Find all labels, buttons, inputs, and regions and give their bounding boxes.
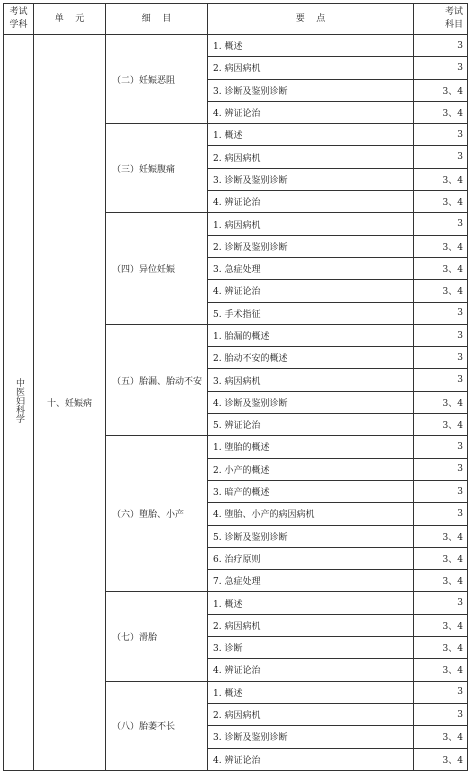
key-point-cell: 1. 概述 bbox=[208, 592, 414, 614]
key-point-cell: 4. 辨证论治 bbox=[208, 659, 414, 681]
exam-section-cell: 3 bbox=[414, 369, 468, 391]
exam-section-cell: 3 bbox=[414, 436, 468, 458]
key-point-cell: 3. 病因病机 bbox=[208, 369, 414, 391]
key-point-cell: 4. 辨证论治 bbox=[208, 748, 414, 770]
detail-label: （五）胎漏、胎动不安 bbox=[112, 376, 203, 387]
key-point-cell: 1. 病因病机 bbox=[208, 213, 414, 235]
table-row bbox=[4, 35, 468, 57]
key-point-cell: 1. 概述 bbox=[208, 681, 414, 703]
key-point-cell: 5. 手术指征 bbox=[208, 302, 414, 324]
detail-label: （六）堕胎、小产 bbox=[112, 510, 185, 521]
exam-section-cell: 3 bbox=[414, 458, 468, 480]
detail-label: （三）妊娠腹痛 bbox=[112, 164, 176, 175]
key-point-cell: 2. 病因病机 bbox=[208, 146, 414, 168]
key-point-cell: 7. 急症处理 bbox=[208, 570, 414, 592]
key-point-cell: 4. 诊断及鉴别诊断 bbox=[208, 391, 414, 413]
header-exam-section: 考试科目 bbox=[414, 4, 468, 35]
key-point-cell: 2. 诊断及鉴别诊断 bbox=[208, 235, 414, 257]
exam-section-cell: 3 bbox=[414, 35, 468, 57]
exam-section-cell: 3、4 bbox=[414, 235, 468, 257]
detail-cell bbox=[106, 681, 208, 770]
key-point-cell: 6. 治疗原则 bbox=[208, 547, 414, 569]
key-point-cell: 5. 诊断及鉴别诊断 bbox=[208, 525, 414, 547]
header-exam-subject: 考试学科 bbox=[4, 4, 34, 35]
exam-section-cell: 3、4 bbox=[414, 79, 468, 101]
key-point-cell: 2. 胎动不安的概述 bbox=[208, 347, 414, 369]
exam-section-cell: 3 bbox=[414, 57, 468, 79]
header-detail: 细 目 bbox=[106, 4, 208, 35]
key-point-cell: 4. 堕胎、小产的病因病机 bbox=[208, 503, 414, 525]
key-point-cell: 3. 诊断 bbox=[208, 637, 414, 659]
table-body bbox=[4, 35, 468, 771]
exam-section-cell: 3、4 bbox=[414, 101, 468, 123]
exam-section-cell: 3 bbox=[414, 146, 468, 168]
exam-section-cell: 3、4 bbox=[414, 414, 468, 436]
exam-section-cell: 3、4 bbox=[414, 391, 468, 413]
exam-section-cell: 3 bbox=[414, 480, 468, 502]
key-point-cell: 4. 辨证论治 bbox=[208, 191, 414, 213]
header-key-points: 要 点 bbox=[208, 4, 414, 35]
key-point-cell: 1. 胎漏的概述 bbox=[208, 324, 414, 346]
key-point-cell: 2. 病因病机 bbox=[208, 703, 414, 725]
key-point-cell: 1. 概述 bbox=[208, 35, 414, 57]
exam-section-cell: 3 bbox=[414, 324, 468, 346]
detail-cell bbox=[106, 592, 208, 681]
exam-section-cell: 3、4 bbox=[414, 168, 468, 190]
exam-section-cell: 3 bbox=[414, 213, 468, 235]
key-point-cell: 2. 病因病机 bbox=[208, 57, 414, 79]
exam-section-cell: 3、4 bbox=[414, 191, 468, 213]
detail-label: （八）胎萎不长 bbox=[112, 722, 176, 733]
key-point-cell: 5. 辨证论治 bbox=[208, 414, 414, 436]
exam-section-cell: 3 bbox=[414, 703, 468, 725]
exam-section-cell: 3 bbox=[414, 347, 468, 369]
subject-label: 中医妇科学 bbox=[14, 378, 24, 424]
exam-section-cell: 3、4 bbox=[414, 637, 468, 659]
key-point-cell: 4. 辨证论治 bbox=[208, 101, 414, 123]
header-row bbox=[4, 4, 468, 35]
detail-label: （七）滑胎 bbox=[112, 633, 158, 644]
subject-cell bbox=[4, 35, 34, 771]
syllabus-table bbox=[3, 3, 468, 771]
key-point-cell: 3. 暗产的概述 bbox=[208, 480, 414, 502]
exam-section-cell: 3、4 bbox=[414, 614, 468, 636]
key-point-cell: 1. 概述 bbox=[208, 124, 414, 146]
key-point-cell: 3. 诊断及鉴别诊断 bbox=[208, 168, 414, 190]
detail-label: （二）妊娠恶阻 bbox=[112, 75, 176, 86]
key-point-cell: 2. 病因病机 bbox=[208, 614, 414, 636]
exam-section-cell: 3 bbox=[414, 681, 468, 703]
detail-cell bbox=[106, 436, 208, 592]
detail-cell bbox=[106, 213, 208, 324]
exam-section-cell: 3、4 bbox=[414, 525, 468, 547]
detail-cell bbox=[106, 35, 208, 124]
header-unit: 单 元 bbox=[34, 4, 106, 35]
exam-section-cell: 3 bbox=[414, 302, 468, 324]
key-point-cell: 1. 堕胎的概述 bbox=[208, 436, 414, 458]
exam-section-cell: 3、4 bbox=[414, 659, 468, 681]
exam-section-cell: 3、4 bbox=[414, 570, 468, 592]
exam-section-cell: 3 bbox=[414, 503, 468, 525]
detail-cell bbox=[106, 324, 208, 435]
exam-section-cell: 3 bbox=[414, 124, 468, 146]
detail-label: （四）异位妊娠 bbox=[112, 265, 176, 276]
key-point-cell: 3. 急症处理 bbox=[208, 257, 414, 279]
exam-section-cell: 3、4 bbox=[414, 726, 468, 748]
key-point-cell: 4. 辨证论治 bbox=[208, 280, 414, 302]
unit-cell bbox=[34, 35, 106, 771]
detail-cell bbox=[106, 124, 208, 213]
exam-section-cell: 3、4 bbox=[414, 748, 468, 770]
unit-label: 十、妊娠病 bbox=[46, 398, 92, 409]
key-point-cell: 3. 诊断及鉴别诊断 bbox=[208, 726, 414, 748]
key-point-cell: 2. 小产的概述 bbox=[208, 458, 414, 480]
key-point-cell: 3. 诊断及鉴别诊断 bbox=[208, 79, 414, 101]
exam-section-cell: 3 bbox=[414, 592, 468, 614]
exam-section-cell: 3、4 bbox=[414, 257, 468, 279]
exam-section-cell: 3、4 bbox=[414, 547, 468, 569]
exam-section-cell: 3、4 bbox=[414, 280, 468, 302]
